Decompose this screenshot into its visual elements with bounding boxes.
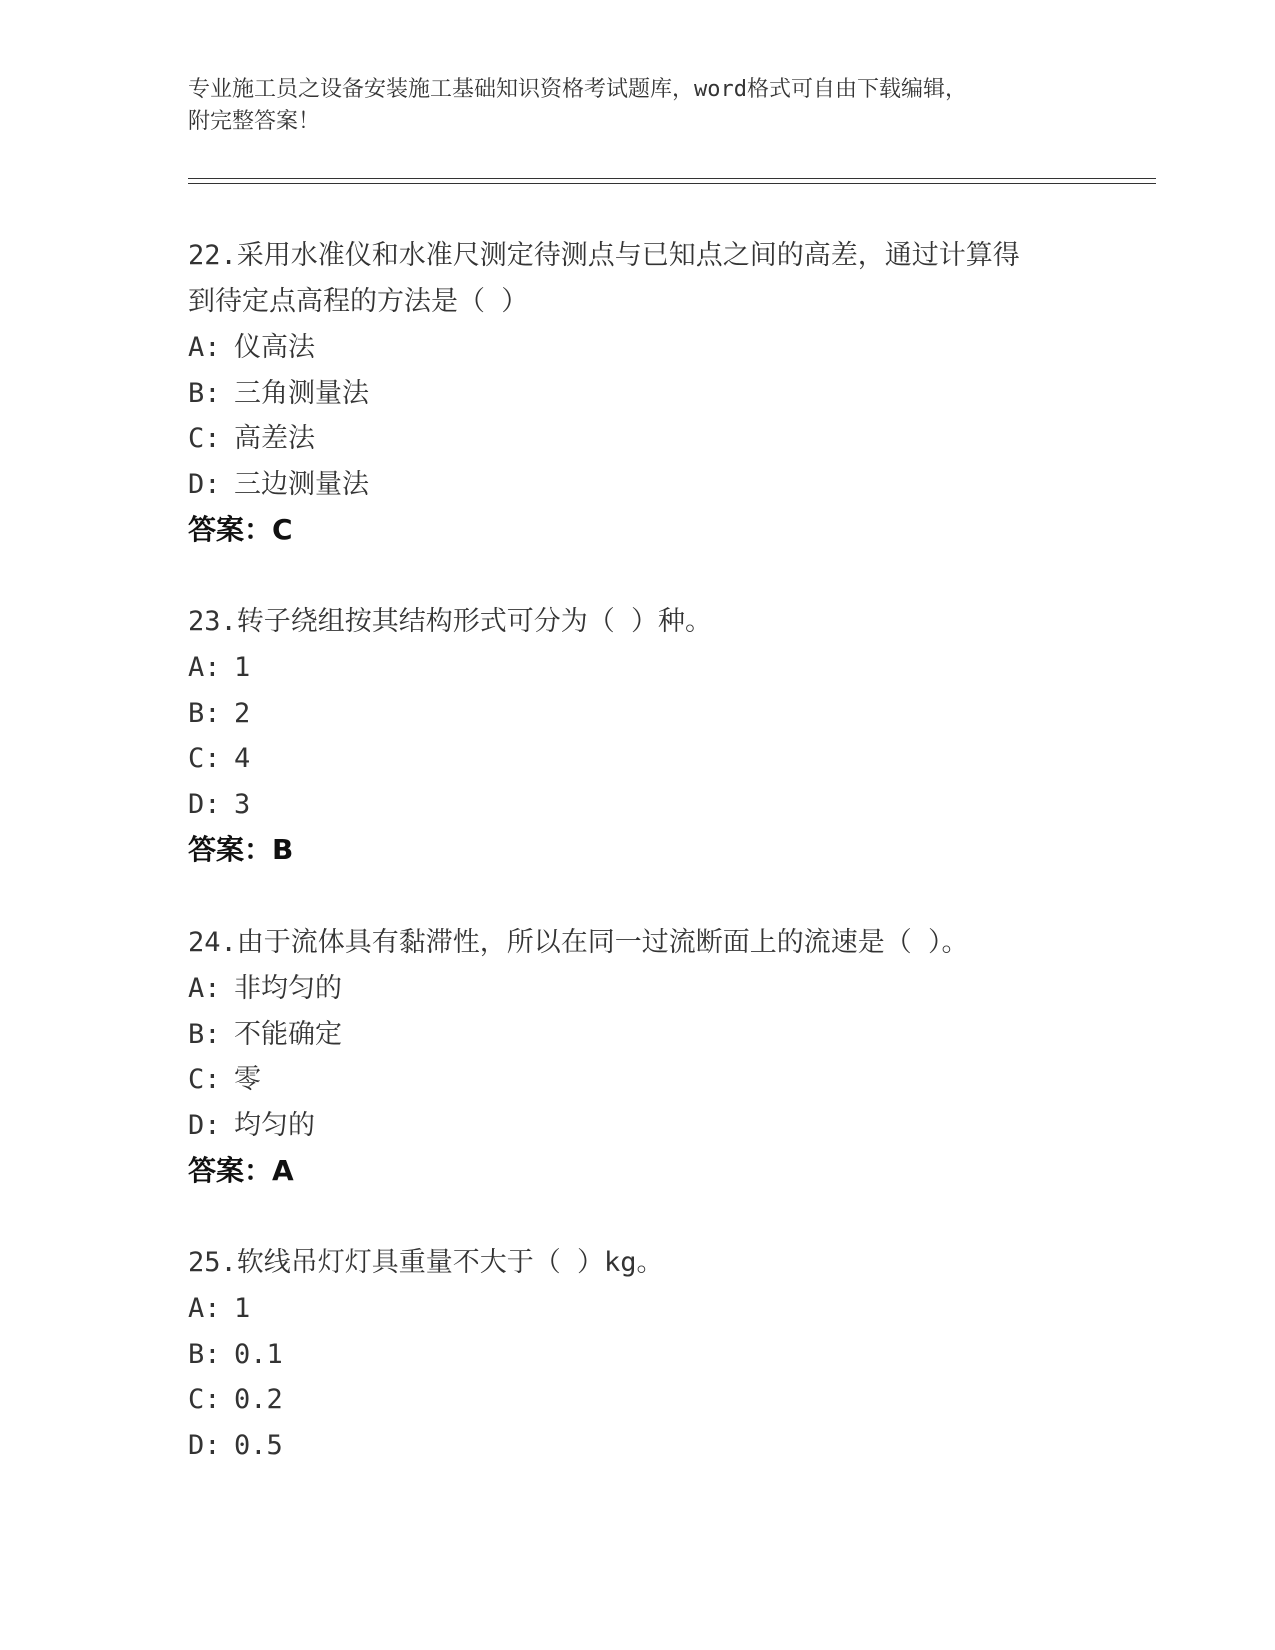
option-text: 高差法: [234, 423, 315, 454]
question-stem-line-1: 24.由于流体具有黏滞性，所以在同一过流断面上的流速是（ ）。: [188, 927, 969, 958]
question-22: [188, 233, 1088, 553]
document-header: [188, 74, 1088, 138]
option-b: [188, 371, 1088, 417]
option-text: 均匀的: [234, 1109, 315, 1141]
option-c: [188, 1057, 1088, 1103]
header-line-1: 专业施工员之设备安装施工基础知识资格考试题库，word格式可自由下载编辑，: [188, 77, 967, 102]
option-text: 0.2: [234, 1384, 283, 1415]
option-b: [188, 691, 1088, 737]
option-key: A:: [188, 332, 221, 363]
option-b: [188, 1332, 1088, 1378]
option-text: 仪高法: [234, 332, 315, 363]
option-key: D:: [188, 1109, 221, 1141]
option-key: D:: [188, 788, 221, 820]
option-c: [188, 416, 1088, 462]
option-d: [188, 1423, 1088, 1469]
question-stem: [188, 920, 1088, 966]
option-d: [188, 1103, 1088, 1149]
option-key: B:: [188, 1018, 221, 1050]
option-key: A:: [188, 973, 221, 1004]
option-text: 不能确定: [234, 1018, 342, 1050]
header-rule-bottom: [188, 183, 1156, 184]
question-stem-line-1: 23.转子绕组按其结构形式可分为（ ）种。: [188, 606, 713, 637]
option-a: [188, 1286, 1088, 1332]
option-text: 0.1: [234, 1338, 283, 1370]
option-key: B:: [188, 697, 221, 729]
question-24: [188, 920, 1088, 1194]
option-d: [188, 462, 1088, 508]
option-text: 1: [234, 652, 251, 683]
option-text: 非均匀的: [234, 973, 342, 1004]
option-key: D:: [188, 468, 221, 500]
option-text: 三边测量法: [234, 468, 369, 500]
question-stem-line-2: 到待定点高程的方法是（ ）: [188, 286, 529, 317]
option-c: [188, 1377, 1088, 1423]
option-key: C:: [188, 1384, 221, 1415]
option-key: C:: [188, 423, 221, 454]
option-text: 4: [234, 743, 251, 774]
option-c: [188, 736, 1088, 782]
option-text: 零: [234, 1064, 261, 1095]
option-key: C:: [188, 1064, 221, 1095]
option-key: A:: [188, 652, 221, 683]
option-key: D:: [188, 1429, 221, 1461]
option-text: 1: [234, 1293, 251, 1324]
question-stem-line-1: 22.采用水准仪和水准尺测定待测点与已知点之间的高差，通过计算得: [188, 240, 1020, 271]
option-key: B:: [188, 1338, 221, 1370]
option-text: 0.5: [234, 1429, 283, 1461]
question-stem: [188, 233, 1088, 325]
option-a: [188, 966, 1088, 1012]
question-25: [188, 1240, 1088, 1468]
answer: 答案：C: [188, 513, 293, 546]
question-stem: [188, 1240, 1088, 1286]
option-text: 三角测量法: [234, 377, 369, 409]
option-b: [188, 1012, 1088, 1058]
header-rule-top: [188, 178, 1156, 179]
option-text: 3: [234, 788, 251, 820]
question-23: [188, 599, 1088, 873]
option-key: C:: [188, 743, 221, 774]
question-stem: [188, 599, 1088, 645]
question-stem-line-1: 25.软线吊灯灯具重量不大于（ ）kg。: [188, 1247, 664, 1278]
option-a: [188, 645, 1088, 691]
answer: 答案：A: [188, 1154, 294, 1187]
answer: 答案：B: [188, 833, 294, 866]
option-key: A:: [188, 1293, 221, 1324]
option-key: B:: [188, 377, 221, 409]
option-d: [188, 782, 1088, 828]
option-text: 2: [234, 697, 251, 729]
option-a: [188, 325, 1088, 371]
header-line-2: 附完整答案！: [188, 109, 321, 134]
